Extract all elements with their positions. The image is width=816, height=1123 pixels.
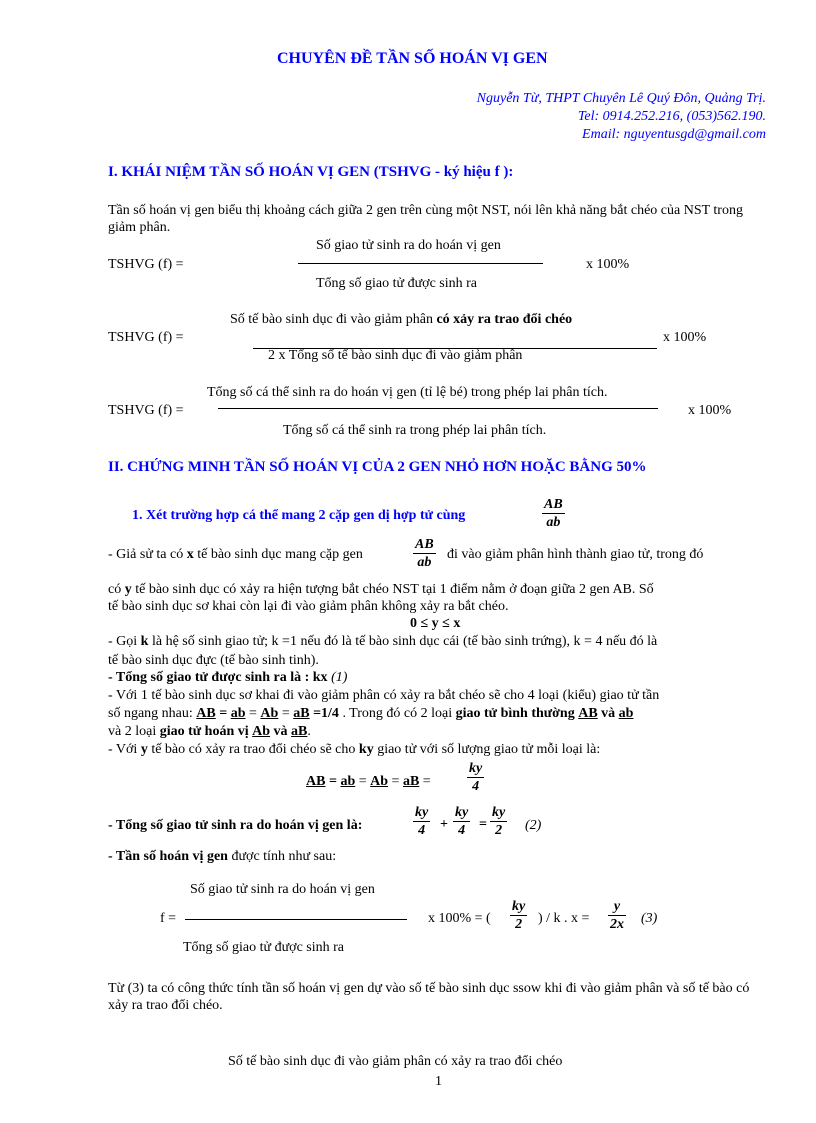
fraction-AB-ab-inline: $\frac{AB}{ab}$ (415, 537, 434, 570)
formula4-middle: ) / k . x = (538, 911, 590, 926)
paragraph-line1: - Giả sử ta có x tế bào sinh dục mang cặp gen (108, 547, 363, 562)
page-title: CHUYÊN ĐỀ TẦN SỐ HOÁN VỊ GEN (277, 50, 548, 67)
formula3-numerator: Tổng số cá thể sinh ra do hoán vị gen (tỉ lệ bé) trong phép lai phân tích. (207, 385, 608, 400)
fraction-ky-4: $\frac{ky}{4}$ (469, 761, 483, 794)
formula4-multiplier: x 100% = ( (428, 911, 491, 926)
formula2-lhs: TSHVG (f) = (108, 330, 184, 345)
fraction-ky-4-b: $\frac{ky}{4}$ (455, 805, 469, 838)
formula4-numerator: Số giao tử sinh ra do hoán vị gen (190, 882, 375, 897)
paragraph-line1-end: đi vào giảm phân hình thành giao tử, trong đó (447, 547, 704, 562)
gamete-equality: AB = ab = Ab = aB = (306, 774, 431, 789)
formula2-multiplier: x 100% (663, 330, 707, 345)
formula2-denominator: 2 x Tổng số tế bào sinh dục đi vào giảm phân (268, 348, 523, 363)
formula4-denominator: Tổng số giao tử được sinh ra (183, 940, 344, 955)
formula2-numerator: Số tế bào sinh dục đi vào giảm phân có xảy ra trao đổi chéo (230, 312, 573, 327)
author-name: Nguyễn Từ, THPT Chuyên Lê Quý Đôn, Quảng Trị. (476, 91, 766, 106)
paragraph-line4: - Gọi k là hệ số sinh giao tử; k =1 nếu đó là tế bào sinh dục cái (tế bào sinh trứng), k = 4 nếu đó là (108, 634, 658, 649)
fraction-ky-2: $\frac{ky}{2}$ (492, 805, 506, 838)
author-tel: Tel: 0914.252.216, (053)562.190. (577, 109, 766, 124)
paragraph-line7: số ngang nhau: AB = ab = Ab = aB =1/4 . Trong đó có 2 loại giao tử bình thường AB và ab (108, 706, 634, 721)
formula1-lhs: TSHVG (f) = (108, 257, 184, 272)
formula4-lhs: f = (160, 911, 177, 926)
section2-subheading: 1. Xét trường hợp cá thể mang 2 cặp gen dị hợp tử cùng (132, 508, 466, 523)
plus-sign: + (440, 817, 448, 832)
paragraph-line2: có y tế bào sinh dục có xảy ra hiện tượng bắt chéo NST tại 1 điểm nằm ở đoạn giữa 2 gen AB. Số (108, 582, 654, 597)
paragraph-line5: tế bào sinh dục đực (tế bào sinh tinh). (108, 653, 319, 668)
formula1-numerator: Số giao tử sinh ra do hoán vị gen (316, 238, 501, 253)
page-number: 1 (435, 1074, 442, 1089)
paragraph-line8: và 2 loại giao tử hoán vị Ab và aB. (108, 724, 311, 739)
formula1-multiplier: x 100% (586, 257, 630, 272)
formula4-bar (185, 919, 407, 920)
equation-3-label: (3) (641, 911, 658, 926)
section2-heading: II. CHỨNG MINH TẦN SỐ HOÁN VỊ CỦA 2 GEN NHỎ HƠN HOẶC BẰNG 50% (108, 459, 647, 475)
paragraph-line6: - Với 1 tế bào sinh dục sơ khai đi vào giảm phân có xảy ra bắt chéo sẽ cho 4 loại (kiểu) giao tử tần (108, 688, 660, 703)
formula3-denominator: Tổng số cá thể sinh ra trong phép lai phân tích. (283, 423, 547, 438)
conclusion-paragraph: Từ (3) ta có công thức tính tần số hoán vị gen dự vào số tế bào sinh dục ssow khi đi vào giảm phân và số tế bào có xảy ra trao đổi chéo. (108, 981, 750, 1013)
formula1-denominator: Tổng số giao tử được sinh ra (316, 276, 477, 291)
formula1-bar (298, 263, 543, 264)
inequality: 0 ≤ y ≤ x (410, 616, 461, 631)
fraction-ky-4-a: $\frac{ky}{4}$ (415, 805, 429, 838)
last-line: Số tế bào sinh dục đi vào giảm phân có xảy ra trao đổi chéo (228, 1054, 563, 1069)
fraction-ky-2-formula: $\frac{ky}{2}$ (512, 899, 526, 932)
formula3-multiplier: x 100% (688, 403, 732, 418)
formula3-bar (218, 408, 658, 409)
section1-intro: Tần số hoán vị gen biểu thị khoảng cách giữa 2 gen trên cùng một NST, nói lên khả năng bắt chéo của NST trong giảm phân. (108, 203, 743, 235)
fraction-y-2x: $\frac{y}{2x}$ (610, 899, 624, 932)
section1-heading: I. KHÁI NIỆM TẦN SỐ HOÁN VỊ GEN (TSHVG - ký hiệu f ): (108, 164, 514, 180)
equation-2-label: (2) (525, 818, 542, 833)
recombinant-total-label: - Tổng số giao tử sinh ra do hoán vị gen là: (108, 818, 363, 833)
equals-sign: = (479, 817, 487, 832)
fraction-AB-ab-heading: $\frac{AB}{ab}$ (544, 497, 563, 530)
author-email: Email: nguyentusgd@gmail.com (582, 127, 766, 142)
paragraph-line9: - Với y tế bào có xảy ra trao đổi chéo sẽ cho ky giao tử với số lượng giao tử mỗi loại là: (108, 742, 601, 757)
total-gametes: - Tổng số giao tử được sinh ra là : kx (1) (108, 670, 348, 685)
formula3-lhs: TSHVG (f) = (108, 403, 184, 418)
frequency-line: - Tần số hoán vị gen được tính như sau: (108, 849, 337, 864)
paragraph-line3: tế bào sinh dục sơ khai còn lại đi vào giảm phân không xảy ra bắt chéo. (108, 599, 509, 614)
